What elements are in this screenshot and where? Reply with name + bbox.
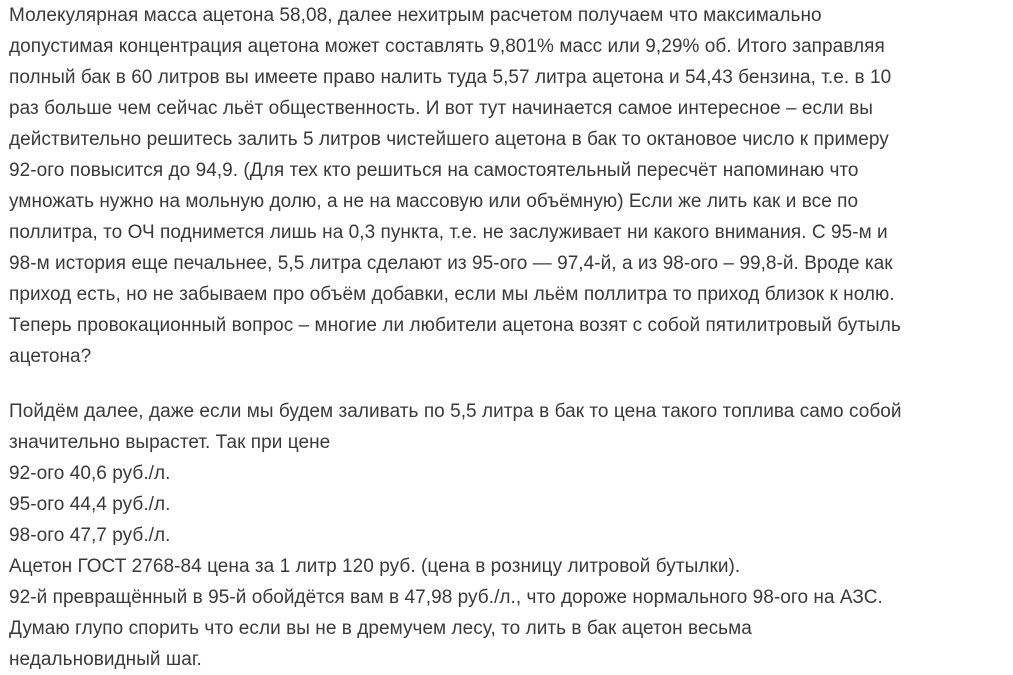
price-line-95: 95-ого 44,4 руб./л.	[9, 494, 171, 515]
text-line: допустимая концентрация ацетона может составлять 9,801% масс или 9,29% об. Итого заправляя	[9, 36, 885, 57]
paragraph-molecular-mass	[9, 0, 1005, 372]
text-line: 98-м история еще печальнее, 5,5 литра сделают из 95-ого — 97,4-й, а из 98-ого – 99,8-й. Вроде как	[9, 253, 893, 274]
text-line: Теперь провокационный вопрос – многие ли любители ацетона возят с собой пятилитровый бутыль	[9, 315, 901, 336]
text-line: действительно решитесь залить 5 литров чистейшего ацетона в бак то октановое число к примеру	[9, 129, 889, 150]
text-line: ацетона?	[9, 346, 92, 367]
price-line-92: 92-ого 40,6 руб./л.	[9, 463, 171, 484]
paragraph-price-comparison	[9, 396, 1005, 675]
text-line: приход есть, но не забываем про объём добавки, если мы льём поллитра то приход близок к нолю.	[9, 284, 895, 305]
price-line-98: 98-ого 47,7 руб./л.	[9, 525, 171, 546]
text-line: 92-ого повысится до 94,9. (Для тех кто решиться на самостоятельный пересчёт напоминаю что	[9, 160, 859, 181]
text-line: умножать нужно на мольную долю, а не на массовую или объёмную) Если же лить как и все по	[9, 191, 859, 212]
text-line: раз больше чем сейчас льёт общественность. И вот тут начинается самое интересное – если вы	[9, 98, 874, 119]
text-line: недальновидный шаг.	[9, 649, 202, 670]
text-line: Пойдём далее, даже если мы будем заливать по 5,5 литра в бак то цена такого топлива само собой	[9, 401, 902, 422]
text-line: полный бак в 60 литров вы имеете право налить туда 5,57 литра ацетона и 54,43 бензина, т.е. в 10	[9, 67, 892, 88]
text-line: поллитра, то ОЧ поднимется лишь на 0,3 пункта, т.е. не заслуживает ни какого внимания. С 95-м и	[9, 222, 888, 243]
text-line: значительно вырастет. Так при цене	[9, 432, 331, 453]
price-line-acetone: Ацетон ГОСТ 2768-84 цена за 1 литр 120 руб. (цена в розницу литровой бутылки).	[9, 556, 741, 577]
text-line: 92-й превращённый в 95-й обойдётся вам в 47,98 руб./л., что дороже нормального 98-ого на АЗС.	[9, 587, 883, 608]
text-line: Думаю глупо спорить что если вы не в дремучем лесу, то лить в бак ацетон весьма	[9, 618, 752, 639]
text-line: Молекулярная масса ацетона 58,08, далее нехитрым расчетом получаем что максимально	[9, 5, 822, 26]
